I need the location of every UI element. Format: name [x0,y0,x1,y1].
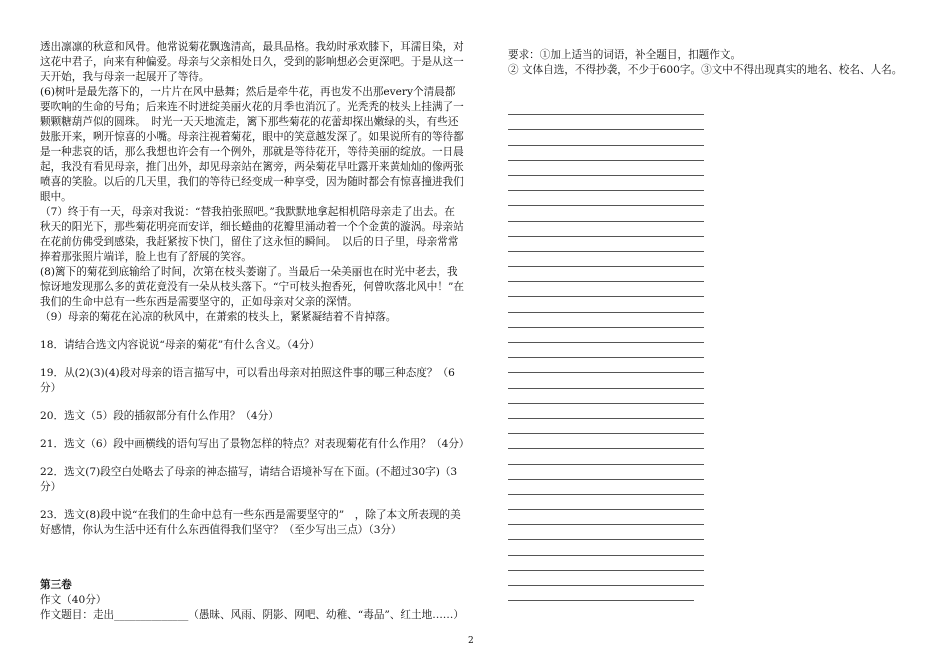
passage-paragraph: (8)篱下的菊花到底输给了时间，次第在枝头萎谢了。当最后一朵美丽也在时光中老去，我惊讶地发现那么多的黄花竟没有一朵从枝头落下。“宁可枝头抱香死，何曾吹落北风中！”在我们的生命中总有一些东西是需要坚守的，正如母亲对父亲的深情。 [40,266,464,308]
question-21: 21．选文（6）段中画横线的语句写出了景物怎样的特点？对表现菊花有什么作用？（4分） [40,438,470,450]
writing-line[interactable] [508,176,704,191]
writing-line[interactable] [508,343,704,358]
question-19: 19．从(2)(3)(4)段对母亲的语言描写中，可以看出母亲对拍照这件事的哪三种态度？（6分） [40,367,455,394]
requirement-line: 要求：①加上适当的词语，补全题目，扣题作文。 [508,49,742,61]
page-number: 2 [468,636,474,646]
writing-line[interactable] [508,449,704,464]
writing-line[interactable] [508,328,704,343]
writing-line[interactable] [508,495,704,510]
writing-line[interactable] [508,389,704,404]
writing-line[interactable] [508,130,704,145]
writing-line[interactable] [508,115,704,130]
writing-line[interactable] [508,480,704,495]
requirements-block [508,48,928,78]
writing-line[interactable] [508,358,704,373]
question-22: 22．选文(7)段空白处略去了母亲的神态描写，请结合语境补写在下面。(不超过30字)（3分） [40,466,458,493]
writing-line[interactable] [508,525,704,540]
essay-score: 作文（40分） [40,594,107,606]
writing-line[interactable] [508,586,694,601]
passage-paragraph: (6)树叶是最先落下的，一片片在风中悬舞；然后是牵牛花，再也发不出那every个清晨都要吹响的生命的号角；后来连不时迸绽美丽火花的月季也消沉了。光秃秃的枝头上挂满了一颗颗糖葫芦似的圆珠。 时光一天天地流走，篱下那些菊花的花蕾却探出嫩绿的头，有些还鼓胀开来，咧开惊喜的小嘴。母亲注视着菊花，眼中的笑意越发深了。如果说所有的等待都是一种悲哀的话，那么我想也许会有一个例外，那就是等待花开，等待美丽的绽放。一日晨起，我没有看见母亲，推门出外，却见母亲站在篱旁，两朵菊花早吐露开来黄灿灿的像两张喷喜的笑脸。以后的几天里，我们的等待已经变成一种享受，因为随时都会有惊喜撞进我们眼中。 [40,86,464,203]
writing-line[interactable] [508,222,704,237]
writing-line[interactable] [508,267,704,282]
passage-paragraph: （7）终于有一天，母亲对我说：“替我拍张照吧。”我默默地拿起相机陪母亲走了出去。在秋天的阳光下，那些菊花明亮而安详，细长蜷曲的花瓣里涌动着一个个金黄的漩涡。母亲站在花前仿佛受到感染，我赶紧按下快门，留住了这永恒的瞬间。 以后的日子里，母亲常常捧着那张照片端详，脸上也有了舒展的笑容。 [40,206,464,263]
question-18: 18．请结合选文内容说说“母亲的菊花”有什么含义。（4分） [40,339,320,351]
writing-line[interactable] [508,206,704,221]
writing-line[interactable] [508,419,704,434]
writing-line[interactable] [508,540,704,555]
writing-line[interactable] [508,434,704,449]
passage-paragraph: 透出凛凛的秋意和风骨。他常说菊花飘逸清高，最具品格。我幼时承欢膝下，耳濡目染，对这花中君子，向来有种偏爱。母亲与父亲相处日久，受到的影响想必会更深吧。于是从这一天开始，我与母亲一起展开了等待。 [40,41,464,83]
writing-line[interactable] [508,465,704,480]
writing-line[interactable] [508,313,704,328]
left-column [40,40,470,623]
writing-line[interactable] [508,237,704,252]
question-20: 20．选文（5）段的插叙部分有什么作用？（4分） [40,410,279,422]
writing-line[interactable] [508,252,704,267]
question-23: 23．选文(8)段中说“在我们的生命中总有一些东西是需要坚守的” ，除了本文所表现的美好感情，你认为生活中还有什么东西值得我们坚守？（至少写出三点）（3分） [40,509,461,536]
writing-lines[interactable] [508,100,704,601]
writing-line[interactable] [508,100,704,115]
writing-line[interactable] [508,146,704,161]
requirement-line: ② 文体自选，不得抄袭，不少于600字。③文中不得出现真实的地名、校名、人名。 [508,64,903,76]
writing-line[interactable] [508,373,704,388]
writing-line[interactable] [508,510,704,525]
writing-line[interactable] [508,297,704,312]
section-title: 第三卷 [40,579,72,591]
writing-line[interactable] [508,571,704,586]
writing-line[interactable] [508,282,704,297]
passage-paragraph: （9）母亲的菊花在沁凉的秋风中，在萧索的枝头上，紧紧凝结着不肯掉落。 [40,311,397,323]
writing-line[interactable] [508,556,704,571]
essay-topic: 作文题目：走出______________（愚昧、风雨、阴影、网吧、幼稚、“毒品”、红土地……） [40,609,464,621]
writing-line[interactable] [508,191,704,206]
writing-line[interactable] [508,161,704,176]
writing-line[interactable] [508,404,704,419]
